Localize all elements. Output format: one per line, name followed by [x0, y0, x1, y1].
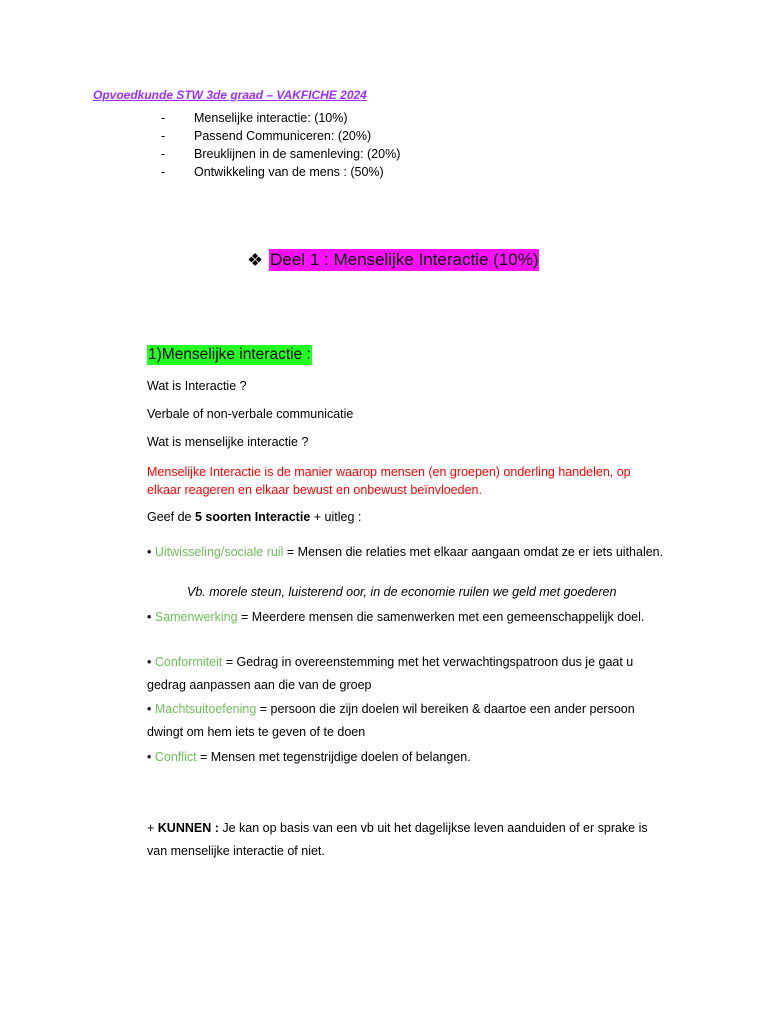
kunnen-prefix: + [147, 821, 158, 835]
kunnen-text [147, 817, 667, 863]
bullet: • [147, 610, 155, 624]
topic-label: Menselijke interactie: (10%) [194, 111, 348, 125]
types-prompt [147, 510, 361, 524]
interaction-type-item [147, 746, 667, 769]
type-term: Machtsuitoefening [154, 702, 257, 716]
subsection-title: 1)Menselijke interactie : [148, 346, 311, 363]
type-description: = persoon die zijn doelen wil bereiken & daartoe een ander persoon dwingt om hem iets te geven of te doen [147, 702, 635, 739]
definition-text: Menselijke Interactie is de manier waarop mensen (en groepen) onderling handelen, op elkaar reageren en elkaar bewust en onbewust beïnvloeden. [147, 465, 631, 497]
list-dash: - [161, 147, 166, 161]
interaction-type-item [147, 541, 667, 564]
interaction-type-item [147, 651, 667, 697]
type-term: Samenwerking [154, 610, 238, 624]
type-description: = Mensen met tegenstrijdige doelen of belangen. [196, 750, 471, 764]
topic-label: Ontwikkeling van de mens : (50%) [194, 165, 384, 179]
list-dash: - [161, 111, 166, 125]
diamond-bullet-icon: ❖ [247, 249, 264, 270]
topic-label: Breuklijnen in de samenleving: (20%) [194, 147, 401, 161]
bullet: • [147, 750, 155, 764]
interaction-type-item [147, 606, 667, 629]
answer-interaction: Verbale of non-verbale communicatie [147, 407, 354, 421]
bullet: • [147, 655, 155, 669]
type-description: = Gedrag in overeenstemming met het verwachtingspatroon dus je gaat u gedrag aanpassen aan die van de groep [147, 655, 634, 692]
topic-item [161, 109, 400, 127]
topic-list [161, 109, 400, 181]
example-text: Vb. morele steun, luisterend oor, in de economie ruilen we geld met goederen [187, 585, 617, 599]
topic-item [161, 127, 400, 145]
types-bold: 5 soorten Interactie [194, 510, 311, 524]
topic-item [161, 163, 400, 181]
document-title: Opvoedkunde STW 3de graad – VAKFICHE 2024 [93, 88, 367, 102]
topic-label: Passend Communiceren: (20%) [194, 129, 372, 143]
type-description: = Meerdere mensen die samenwerken met een gemeenschappelijk doel. [237, 610, 645, 624]
type-term: Conflict [154, 750, 197, 764]
question-interaction: Wat is Interactie ? [147, 379, 247, 393]
list-dash: - [161, 129, 166, 143]
bullet: • [147, 702, 155, 716]
section-title: Deel 1 : Menselijke Interactie (10%) [270, 250, 539, 269]
type-term: Uitwisseling/sociale ruil [154, 545, 284, 559]
section-heading [247, 249, 539, 271]
question-human-interaction: Wat is menselijke interactie ? [147, 435, 309, 449]
interaction-type-item [147, 698, 667, 744]
kunnen-label: KUNNEN : [157, 821, 219, 835]
bullet: • [147, 545, 155, 559]
list-dash: - [161, 165, 166, 179]
type-description: = Mensen die relaties met elkaar aangaan omdat ze er iets uithalen. [283, 545, 664, 559]
kunnen-description: Je kan op basis van een vb uit het dagelijkse leven aanduiden of er sprake is van menselijke interactie of niet. [147, 821, 648, 858]
types-prefix: Geef de [147, 510, 195, 524]
types-suffix: + uitleg : [310, 510, 362, 524]
topic-item [161, 145, 400, 163]
type-term: Conformiteit [154, 655, 223, 669]
